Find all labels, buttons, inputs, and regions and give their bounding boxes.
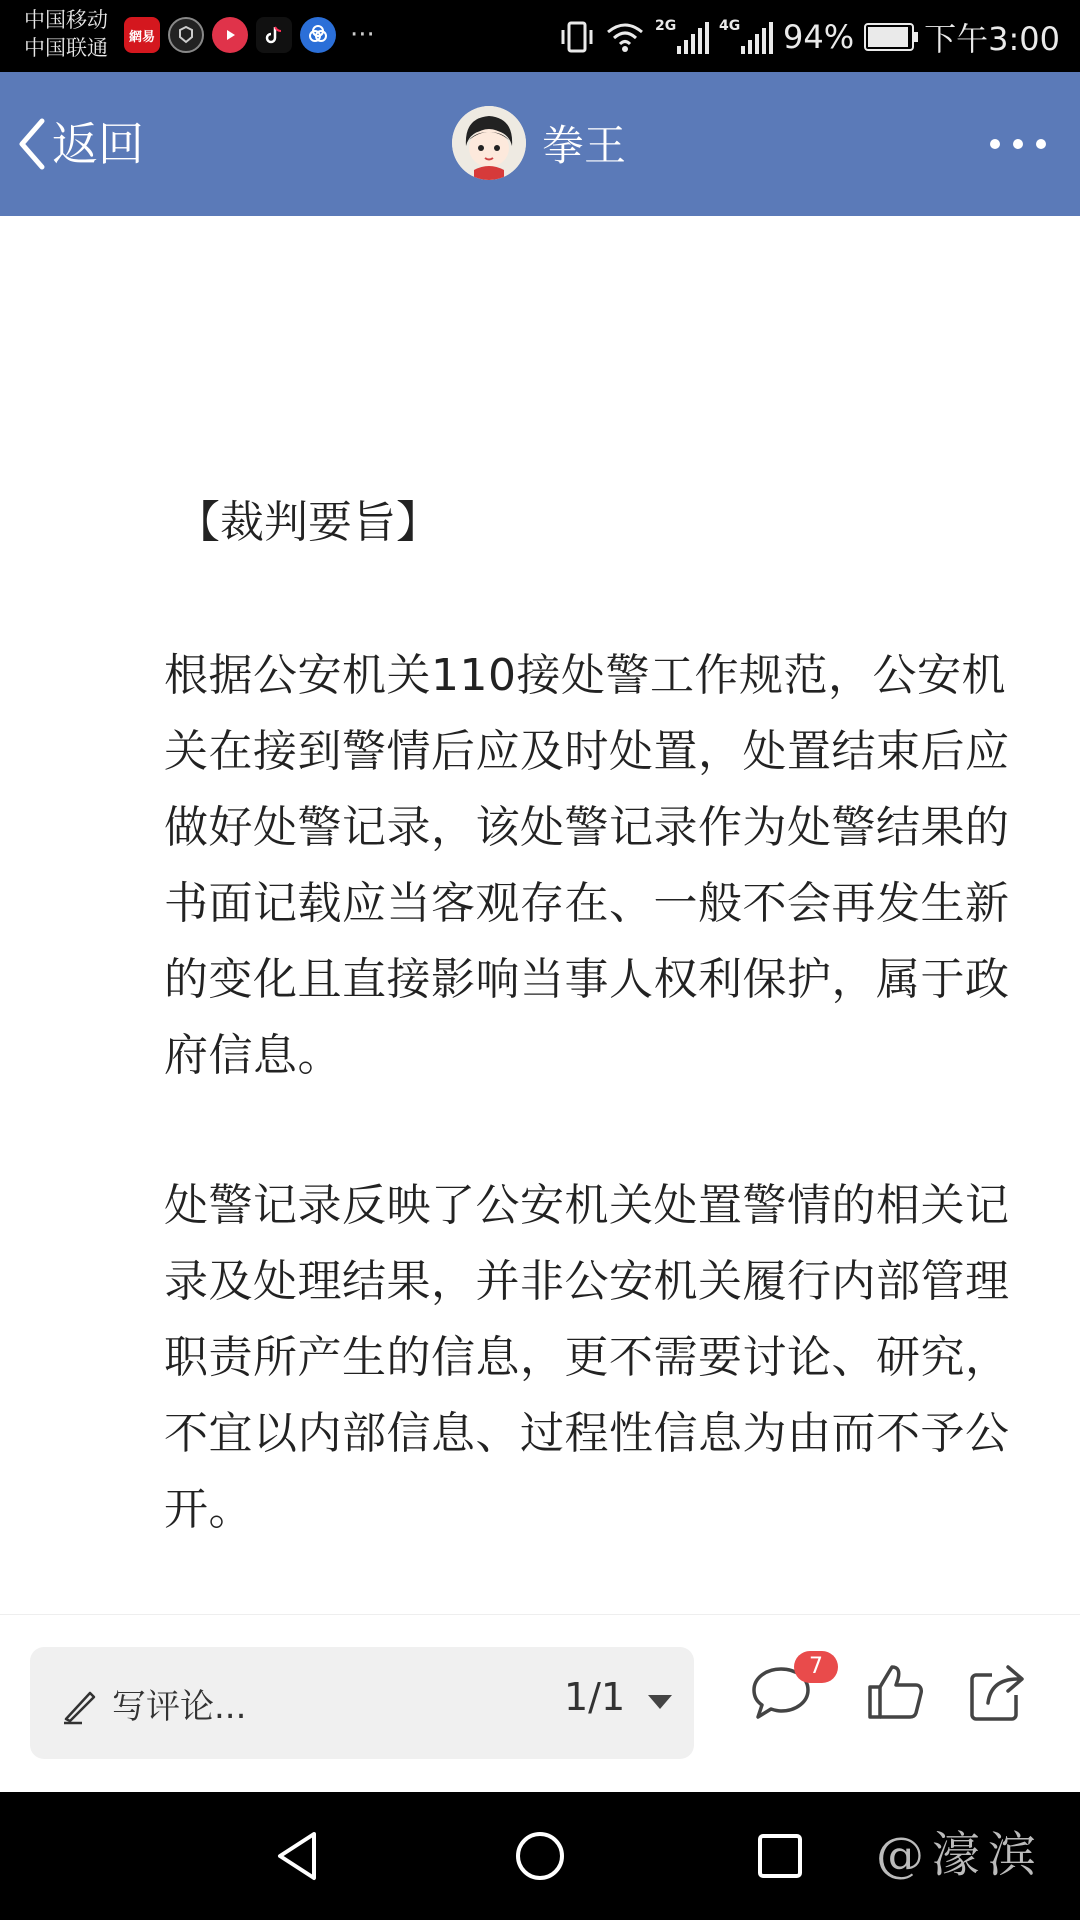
battery-percent: 94% (783, 18, 855, 56)
more-icon-dot (1013, 139, 1023, 149)
avatar[interactable] (452, 106, 526, 180)
more-notifications-icon: ··· (350, 20, 375, 50)
article-heading: 【裁判要旨】 (176, 497, 440, 548)
watermark: @濠滨 (875, 1827, 1044, 1883)
share-icon[interactable] (966, 1659, 1032, 1725)
carrier-2: 中国联通 (24, 36, 108, 60)
shield-icon (168, 17, 204, 53)
comment-placeholder: 写评论... (112, 1687, 247, 1727)
battery-icon (864, 23, 914, 51)
netease-icon: 網易 (124, 17, 160, 53)
vibrate-icon (559, 20, 595, 54)
browser-icon (300, 17, 336, 53)
comment-bar (0, 1614, 1080, 1793)
nav-bar (0, 72, 1080, 216)
pencil-icon (60, 1685, 100, 1725)
android-nav-bar (0, 1792, 1080, 1920)
page-indicator[interactable]: 1/1 (564, 1675, 626, 1719)
android-recents-icon[interactable] (746, 1822, 814, 1890)
more-options-button[interactable] (990, 120, 1046, 168)
android-home-icon[interactable] (506, 1822, 574, 1890)
author-info[interactable] (452, 106, 626, 180)
tiktok-icon (256, 17, 292, 53)
notification-icons (124, 17, 375, 53)
back-button[interactable] (18, 112, 144, 176)
signal-2g-icon: 2G (655, 20, 709, 54)
article-content (0, 216, 1080, 1614)
video-play-icon (212, 17, 248, 53)
comment-count-badge: 7 (794, 1651, 838, 1683)
article-paragraph: 处警记录反映了公安机关处置警情的相关记录及处理结果，并非公安机关履行内部管理职责所产生的信息，更不需要讨论、研究，不宜以内部信息、过程性信息为由而不予公开。 (164, 1180, 1010, 1535)
comment-input[interactable] (30, 1647, 694, 1759)
carrier-1: 中国移动 (24, 8, 108, 32)
wifi-icon (605, 20, 645, 54)
carrier-labels (24, 6, 108, 62)
android-back-icon[interactable] (266, 1822, 334, 1890)
back-label: 返回 (52, 117, 144, 171)
back-chevron-icon (18, 117, 46, 171)
signal-4g-icon: 4G (719, 20, 773, 54)
status-indicators (559, 14, 1060, 60)
status-bar (0, 0, 1080, 72)
author-name[interactable]: 拳王 (542, 121, 627, 170)
page-dropdown-icon[interactable] (648, 1695, 672, 1709)
like-icon[interactable] (862, 1659, 928, 1725)
more-icon-dot (990, 139, 1000, 149)
more-icon-dot (1036, 139, 1046, 149)
clock: 下午3:00 (924, 20, 1060, 58)
article-paragraph: 根据公安机关110接处警工作规范，公安机关在接到警情后应及时处置，处置结束后应做好处警记录，该处警记录作为处警结果的书面记载应当客观存在、一般不会再发生新的变化且直接影响当事人权利保护，属于政府信息。 (164, 650, 1010, 1081)
